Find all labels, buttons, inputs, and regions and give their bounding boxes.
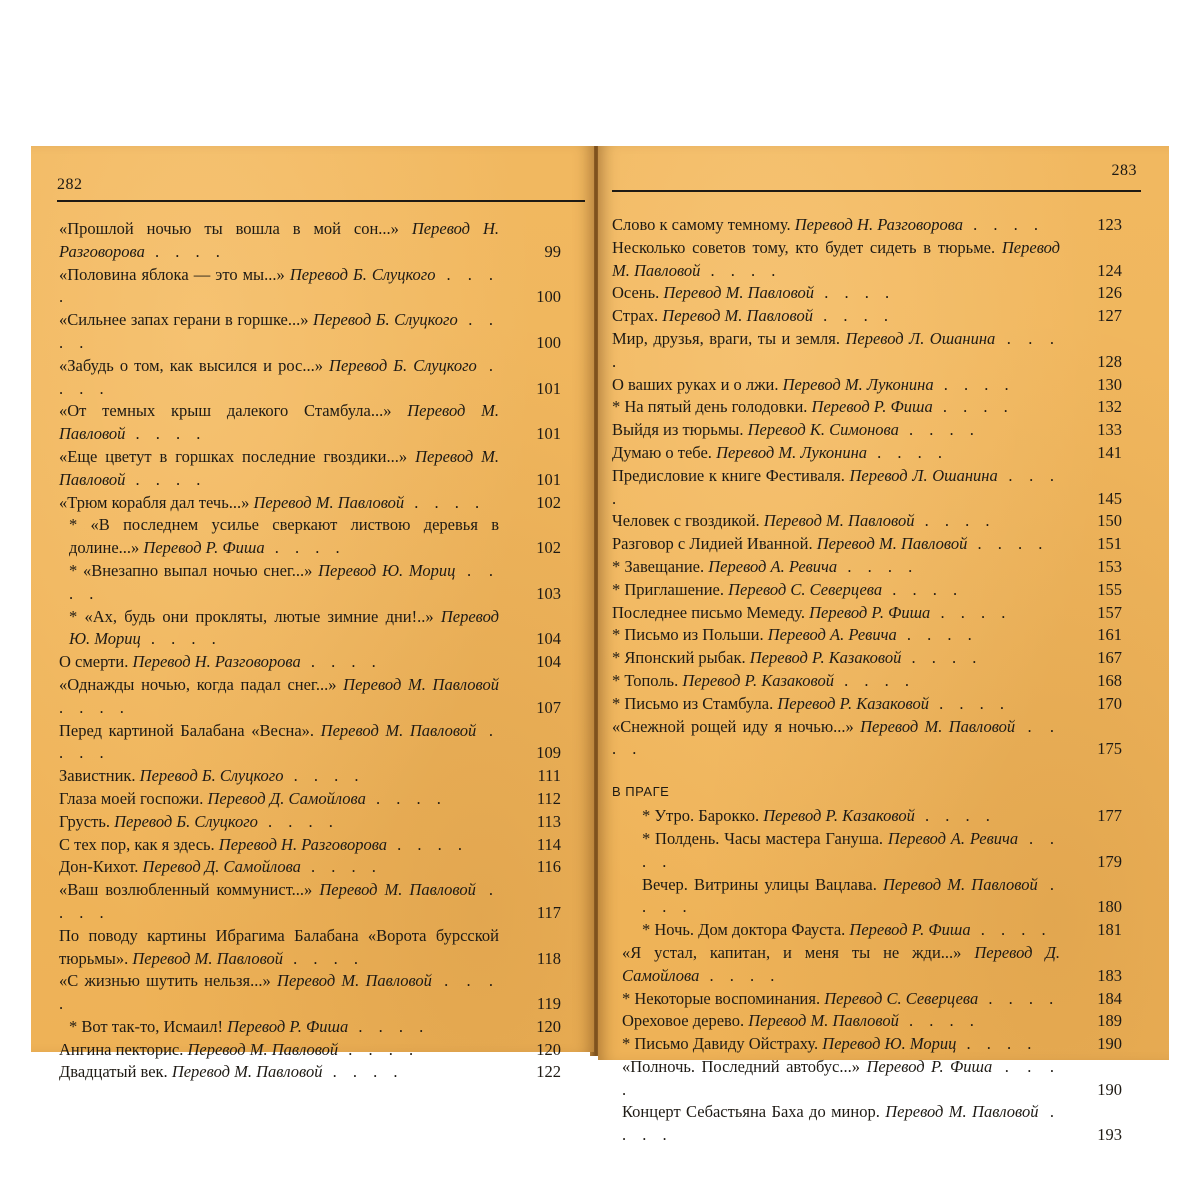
entry-page-number: 126 (1097, 283, 1122, 303)
toc-entry (59, 925, 561, 971)
entry-title: По поводу картины Ибрагима Балабана «Ворота бурсской тюрьмы». (59, 925, 499, 968)
section-heading-row (612, 779, 1122, 805)
toc-entry (59, 651, 561, 674)
toc-entry (59, 811, 561, 834)
toc-entry (612, 442, 1122, 465)
entry-translator: Перевод К. Симонова (747, 420, 899, 440)
toc-entry (612, 828, 1122, 874)
toc-entry (59, 856, 561, 879)
leader-dots: . . . . (956, 1034, 1038, 1054)
entry-page-number: 123 (1097, 215, 1122, 234)
leader-dots: . . . . (914, 511, 996, 531)
entry-title: * Ночь. Дом доктора Фауста. (642, 920, 846, 940)
toc-entry (59, 492, 561, 515)
entry-title: * Завещание. (612, 556, 705, 576)
leader-dots: . . . . (963, 215, 1045, 234)
toc-entry (59, 788, 561, 811)
leader-dots: . . . . (69, 560, 499, 603)
entry-page-number: 153 (1097, 556, 1122, 576)
leader-dots: . . . . (837, 556, 919, 576)
toc-entry (612, 1010, 1122, 1033)
entry-translator: Перевод Р. Фиша (809, 602, 931, 622)
entry-translator: Перевод Ю. Мориц (822, 1034, 957, 1054)
leader-dots: . . . . (901, 648, 983, 668)
entry-page-number: 150 (1097, 511, 1122, 531)
toc-entry (59, 1061, 561, 1084)
entry-translator: Перевод Р. Фиша (811, 397, 933, 417)
entry-translator: Перевод М. Павловой (663, 283, 815, 303)
entry-translator: Перевод М. Павловой (612, 237, 1061, 280)
entry-title: * Японский рыбак. (612, 648, 746, 668)
entry-title: Концерт Себастьяна Баха до минор. (622, 1102, 880, 1122)
entry-title: «Еще цветут в горшках последние гвоздики...» (59, 446, 408, 466)
entry-page-number: 189 (1097, 1011, 1122, 1031)
leader-dots: . . . . (642, 828, 1061, 871)
entry-title: «Забудь о том, как высился и рос...» (59, 355, 323, 375)
entry-page-number: 118 (536, 948, 561, 968)
toc-entry (59, 834, 561, 857)
entry-title: * На пятый день голодовки. (612, 397, 808, 417)
toc-entry (612, 328, 1122, 374)
toc-entry (612, 942, 1122, 988)
leader-dots: . . . . (257, 811, 339, 831)
leader-dots: . . . . (59, 264, 499, 307)
toc-entry (59, 218, 561, 264)
toc-entry (59, 606, 561, 652)
toc-entry (612, 533, 1122, 556)
entry-title: «Снежной рощей иду я ночью...» (612, 716, 854, 736)
toc-entry (612, 670, 1122, 693)
entry-page-number: 112 (536, 788, 561, 808)
entry-page-number: 167 (1097, 648, 1122, 668)
entry-title: Думаю о тебе. (612, 442, 712, 462)
entry-translator: Перевод Н. Разговорова (59, 219, 499, 261)
entry-translator: Перевод Р. Казаковой (763, 806, 915, 826)
toc-list (59, 218, 561, 1084)
toc-entry (612, 874, 1122, 920)
leader-dots: . . . . (387, 834, 469, 854)
entry-translator: Перевод М. Павловой (860, 716, 1016, 736)
entry-title: «Трюм корабля дал течь...» (59, 492, 250, 512)
toc-entry (612, 214, 1122, 237)
entry-page-number: 107 (536, 697, 561, 717)
entry-translator: Перевод Р. Казаковой (777, 693, 929, 713)
leader-dots: . . . . (622, 1056, 1060, 1099)
entry-translator: Перевод Р. Казаковой (749, 648, 902, 668)
leader-dots: . . . . (642, 874, 1061, 917)
toc-entry (612, 919, 1122, 942)
entry-title: «От темных крыш далекого Стамбула...» (59, 401, 392, 421)
leader-dots: . . . . (914, 806, 996, 826)
entry-page-number: 119 (536, 994, 561, 1014)
page-number: 282 (57, 176, 83, 193)
entry-translator: Перевод М. Павловой (132, 948, 284, 968)
leader-dots: . . . . (348, 1016, 430, 1036)
entry-page-number: 128 (1097, 351, 1122, 371)
leader-dots: . . . . (59, 880, 500, 922)
toc-entry (59, 446, 561, 492)
leader-dots: . . . . (125, 469, 207, 489)
left-page (31, 146, 594, 1082)
entry-title: * «Ах, будь они прокляты, лютые зимние дни!..» (69, 606, 434, 626)
entry-title: «С жизнью шутить нельзя...» (59, 971, 271, 991)
entry-translator: Перевод Д. Самойлова (142, 857, 301, 877)
leader-dots: . . . . (322, 1062, 404, 1082)
entry-title: Слово к самому темному. (612, 215, 791, 234)
entry-title: * Приглашение. (612, 579, 724, 599)
leader-dots: . . . . (833, 670, 915, 690)
entry-translator: Перевод М. Павловой (59, 446, 500, 489)
right-page (598, 146, 1169, 1145)
entry-page-number: 104 (536, 652, 561, 672)
entry-page-number: 114 (536, 834, 561, 854)
entry-title: «Однажды ночью, когда падал снег...» (59, 674, 337, 694)
entry-title: * Утро. Барокко. (642, 806, 760, 826)
entry-page-number: 161 (1097, 625, 1122, 645)
toc-entry (59, 765, 561, 788)
entry-translator: Перевод Б. Слуцкого (313, 310, 458, 330)
entry-page-number: 120 (536, 1016, 561, 1036)
entry-page-number: 122 (536, 1062, 561, 1082)
toc-entry (612, 1056, 1122, 1102)
entry-page-number: 109 (536, 743, 561, 763)
entry-translator: Перевод А. Ревича (887, 828, 1019, 848)
entry-page-number: 181 (1097, 920, 1122, 940)
toc-entry (59, 1039, 561, 1062)
entry-title: «Половина яблока — это мы...» (59, 264, 285, 284)
entry-page-number: 133 (1097, 420, 1122, 440)
entry-translator: Перевод Л. Ошанина (849, 465, 998, 485)
toc-entry (612, 647, 1122, 670)
leader-dots: . . . . (812, 306, 894, 326)
toc-entry (612, 556, 1122, 579)
entry-title: Дон-Кихот. (59, 857, 139, 877)
leader-dots: . . . . (140, 629, 222, 649)
leader-dots: . . . . (125, 424, 207, 444)
entry-translator: Перевод Р. Фиша (143, 538, 265, 558)
leader-dots: . . . . (612, 328, 1060, 371)
entry-title: «Полночь. Последний автобус...» (622, 1056, 860, 1076)
leader-dots: . . . . (300, 652, 382, 672)
entry-title: О ваших руках и о лжи. (612, 374, 779, 394)
entry-title: Выйдя из тюрьмы. (612, 420, 744, 440)
entry-page-number: 102 (536, 492, 561, 512)
entry-title: * Тополь. (612, 670, 679, 690)
entry-page-number: 113 (536, 811, 561, 831)
entry-title: Предисловие к книге Фестиваля. (612, 465, 845, 485)
entry-translator: Перевод М. Павловой (883, 874, 1038, 894)
entry-translator: Перевод Л. Ошанина (845, 328, 996, 348)
entry-translator: Перевод Б. Слуцкого (139, 766, 284, 786)
entry-title: * Письмо из Польши. (612, 625, 764, 645)
toc-entry (612, 237, 1122, 283)
entry-title: * Полдень. Часы мастера Гануша. (642, 828, 884, 848)
entry-translator: Перевод С. Северцева (824, 988, 979, 1008)
leader-dots: . . . . (264, 538, 346, 558)
leader-dots: . . . . (967, 534, 1049, 554)
toc-entry (59, 400, 561, 446)
entry-title: О смерти. (59, 652, 129, 672)
entry-translator: Перевод М. Павловой (277, 971, 432, 991)
leader-dots: . . . . (898, 1011, 980, 1031)
entry-title: Ангина пекторис. (59, 1039, 184, 1059)
entry-page-number: 170 (1097, 693, 1122, 713)
entry-title: Ореховое дерево. (622, 1011, 745, 1031)
entry-translator: Перевод М. Павловой (343, 674, 499, 694)
toc-entry (59, 879, 561, 925)
entry-translator: Перевод Н. Разговорова (218, 834, 388, 854)
entry-page-number: 168 (1097, 670, 1122, 690)
entry-title: * Вот так-то, Исмаил! (69, 1016, 223, 1036)
toc-entry (612, 579, 1122, 602)
leader-dots: . . . . (933, 374, 1015, 394)
toc-entry (59, 264, 561, 310)
toc-entry (612, 374, 1122, 397)
toc-entry (59, 720, 561, 766)
entry-translator: Перевод М. Павловой (253, 492, 405, 512)
entry-page-number: 180 (1097, 897, 1122, 917)
entry-title: * Некоторые воспоминания. (622, 988, 821, 1008)
toc-entry (612, 988, 1122, 1011)
leader-dots: . . . . (338, 1039, 420, 1059)
leader-dots: . . . . (283, 766, 365, 786)
entry-page-number: 99 (544, 241, 561, 261)
entry-translator: Перевод М. Павловой (763, 511, 915, 531)
leader-dots: . . . . (898, 420, 980, 440)
toc-entry (59, 674, 561, 720)
toc-entry (612, 716, 1122, 762)
toc-entry (59, 1016, 561, 1039)
entry-page-number: 175 (1097, 739, 1122, 759)
entry-title: * Письмо из Стамбула. (612, 693, 774, 713)
entry-page-number: 124 (1097, 260, 1122, 280)
entry-page-number: 130 (1097, 374, 1122, 394)
entry-page-number: 100 (536, 287, 561, 307)
entry-title: Грусть. (59, 811, 110, 831)
leader-dots: . . . . (300, 857, 382, 877)
entry-translator: Перевод Б. Слуцкого (329, 355, 477, 375)
toc-entry (612, 693, 1122, 716)
leader-dots: . . . . (928, 693, 1010, 713)
leader-dots: . . . . (970, 920, 1052, 940)
leader-dots: . . . . (59, 355, 500, 398)
entry-translator: Перевод М. Павловой (320, 720, 477, 740)
entry-page-number: 179 (1097, 851, 1122, 871)
entry-title: Перед картиной Балабана «Весна». (59, 720, 315, 740)
entry-title: * «Внезапно выпал ночью снег...» (69, 560, 313, 580)
leader-dots: . . . . (612, 716, 1061, 759)
entry-page-number: 177 (1097, 806, 1122, 826)
toc-entry (612, 1033, 1122, 1056)
entry-page-number: 103 (536, 583, 561, 603)
entry-translator: Перевод Н. Разговорова (794, 215, 964, 234)
toc-entry (59, 970, 561, 1016)
leader-dots: . . . . (867, 442, 949, 462)
header-rule (57, 200, 585, 202)
entry-translator: Перевод М. Павловой (171, 1062, 323, 1082)
entry-translator: Перевод Ю. Мориц (318, 560, 456, 580)
entry-translator: Перевод М. Павловой (59, 401, 499, 444)
entry-page-number: 151 (1097, 534, 1122, 554)
entry-translator: Перевод М. Павловой (885, 1102, 1039, 1122)
toc-list (612, 214, 1122, 1147)
leader-dots: . . . . (59, 697, 130, 717)
leader-dots: . . . . (930, 602, 1012, 622)
entry-translator: Перевод Б. Слуцкого (289, 264, 436, 284)
entry-title: Разговор с Лидией Иванной. (612, 534, 813, 554)
entry-page-number: 184 (1097, 988, 1122, 1008)
entry-page-number: 132 (1097, 397, 1122, 417)
leader-dots: . . . . (144, 241, 226, 261)
entry-title: Двадцатый век. (59, 1062, 168, 1082)
toc-entry (612, 419, 1122, 442)
entry-page-number: 101 (536, 378, 561, 398)
leader-dots: . . . . (612, 465, 1060, 508)
entry-translator: Перевод Р. Фиша (866, 1056, 993, 1076)
page-number: 283 (1111, 162, 1137, 179)
leader-dots: . . . . (59, 971, 500, 1014)
leader-dots: . . . . (365, 788, 447, 808)
entry-translator: Перевод С. Северцева (728, 579, 883, 599)
entry-title: * Письмо Давиду Ойстраху. (622, 1034, 819, 1054)
entry-translator: Перевод Б. Слуцкого (114, 811, 258, 831)
entry-translator: Перевод Н. Разговорова (132, 652, 301, 672)
entry-page-number: 101 (536, 469, 561, 489)
entry-translator: Перевод М. Луконина (782, 374, 934, 394)
entry-page-number: 100 (536, 332, 561, 352)
entry-page-number: 117 (536, 902, 561, 922)
entry-page-number: 102 (536, 538, 561, 558)
entry-page-number: 104 (536, 629, 561, 649)
entry-title: Страх. (612, 306, 659, 326)
entry-title: Завистник. (59, 766, 136, 786)
entry-page-number: 183 (1097, 965, 1122, 985)
entry-translator: Перевод М. Луконина (716, 442, 868, 462)
toc-entry (59, 560, 561, 606)
entry-page-number: 157 (1097, 602, 1122, 622)
entry-page-number: 116 (536, 857, 561, 877)
entry-translator: Перевод М. Павловой (187, 1039, 339, 1059)
toc-entry (59, 355, 561, 401)
toc-entry (612, 624, 1122, 647)
entry-title: «Сильнее запах герани в горшке...» (59, 310, 309, 330)
entry-title: «Прошлой ночью ты вошла в мой сон...» (59, 219, 399, 238)
entry-translator: Перевод М. Павловой (748, 1011, 899, 1031)
entry-title: С тех пор, как я здесь. (59, 834, 215, 854)
toc-entry (612, 305, 1122, 328)
entry-page-number: 101 (536, 424, 561, 444)
leader-dots: . . . . (699, 965, 781, 985)
toc-entry (612, 282, 1122, 305)
toc-entry (612, 602, 1122, 625)
toc-entry (59, 514, 561, 560)
entry-translator: Перевод Р. Фиша (849, 920, 971, 940)
entry-translator: Перевод А. Ревича (767, 625, 897, 645)
entry-translator: Перевод Р. Фиша (227, 1016, 349, 1036)
toc-entry (612, 510, 1122, 533)
entry-title: Человек с гвоздикой. (612, 511, 760, 531)
toc-entry (59, 309, 561, 355)
leader-dots: . . . . (882, 579, 964, 599)
entry-translator: Перевод А. Ревича (708, 556, 838, 576)
leader-dots: . . . . (978, 988, 1060, 1008)
entry-title: Несколько советов тому, кто будет сидеть в тюрьме. (612, 237, 996, 257)
entry-page-number: 155 (1097, 579, 1122, 599)
leader-dots: . . . . (814, 283, 896, 303)
entry-translator: Перевод Р. Казаковой (682, 670, 834, 690)
entry-page-number: 145 (1097, 488, 1122, 508)
leader-dots: . . . . (622, 1102, 1061, 1145)
entry-title: Осень. (612, 283, 660, 303)
entry-translator: Перевод М. Павловой (816, 534, 968, 554)
entry-page-number: 120 (536, 1039, 561, 1059)
entry-page-number: 111 (537, 766, 561, 786)
leader-dots: . . . . (283, 948, 365, 968)
entry-translator: Перевод Ю. Мориц (69, 606, 499, 649)
entry-title: Последнее письмо Мемеду. (612, 602, 806, 622)
entry-title: «Я устал, капитан, и меня ты не жди...» (622, 942, 962, 962)
entry-page-number: 193 (1097, 1125, 1122, 1145)
leader-dots: . . . . (59, 720, 499, 763)
entry-page-number: 127 (1097, 306, 1122, 326)
entry-title: «Ваш возлюбленный коммунист...» (59, 880, 313, 900)
entry-translator: Перевод М. Павловой (319, 880, 476, 900)
toc-entry (612, 465, 1122, 511)
entry-translator: Перевод Д. Самойлова (622, 942, 1061, 985)
toc-entry (612, 396, 1122, 419)
entry-page-number: 190 (1097, 1034, 1122, 1054)
leader-dots: . . . . (932, 397, 1014, 417)
entry-title: * «В последнем усилье сверкают листвою деревья в долине...» (69, 515, 499, 558)
entry-title: Мир, друзья, враги, ты и земля. (612, 328, 840, 348)
section-heading: В ПРАГЕ (612, 784, 670, 800)
header-rule (612, 190, 1141, 192)
toc-entry (612, 1101, 1122, 1147)
leader-dots: . . . . (700, 260, 782, 280)
entry-title: Вечер. Витрины улицы Вацлава. (642, 874, 877, 894)
entry-translator: Перевод Д. Самойлова (207, 788, 366, 808)
toc-entry (612, 805, 1122, 828)
leader-dots: . . . . (404, 492, 486, 512)
leader-dots: . . . . (896, 625, 978, 645)
entry-page-number: 141 (1097, 442, 1122, 462)
entry-translator: Перевод М. Павловой (662, 306, 813, 326)
entry-page-number: 190 (1097, 1079, 1122, 1099)
entry-title: Глаза моей госпожи. (59, 788, 204, 808)
leader-dots: . . . . (59, 310, 500, 352)
